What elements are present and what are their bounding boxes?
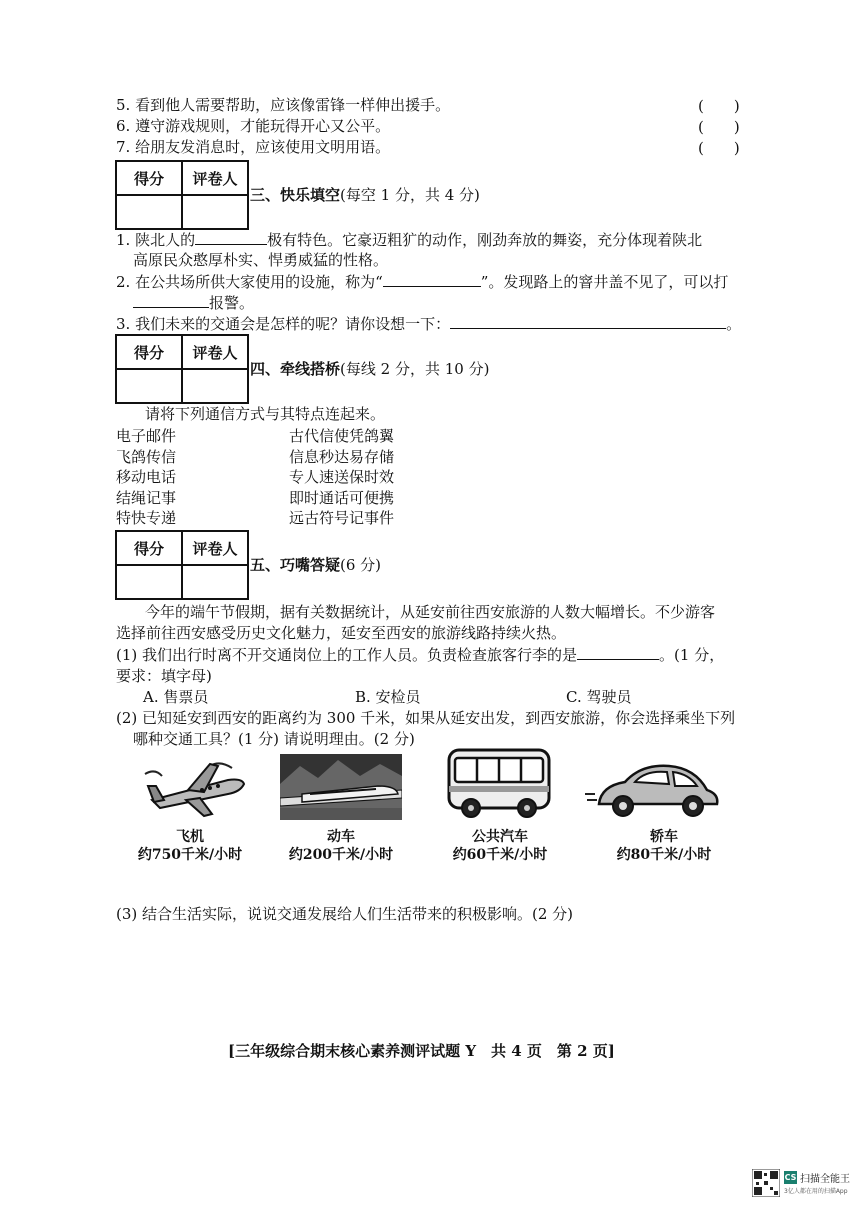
score-label: 得分: [116, 531, 182, 565]
match-left-item[interactable]: 结绳记事: [116, 488, 177, 507]
grader-cell[interactable]: [182, 195, 248, 229]
match-left-item[interactable]: 飞鸽传信: [116, 447, 177, 466]
airplane-icon: [140, 756, 250, 818]
qa-option-b[interactable]: B. 安检员: [355, 688, 421, 706]
match-left-item[interactable]: 移动电话: [116, 468, 177, 486]
fill-q3-blank[interactable]: [450, 314, 726, 329]
match-instruction: 请将下列通信方式与其特点连起来。: [145, 405, 386, 423]
score-cell[interactable]: [116, 369, 182, 403]
scanner-app-slogan: 3亿人都在用的扫描App: [784, 1188, 848, 1195]
bullet-train-icon: [280, 754, 402, 820]
score-box-5: [115, 530, 249, 600]
judgment-6-paren[interactable]: ( ): [698, 118, 740, 136]
fill-q2-blank-b[interactable]: [133, 293, 209, 308]
grader-label: 评卷人: [182, 335, 248, 369]
qr-code-icon: [752, 1169, 780, 1197]
fill-q2-blank-a[interactable]: [383, 272, 481, 287]
match-right-item[interactable]: 信息秒达易存储: [289, 447, 395, 466]
qa-q1-requirement: 要求：填字母): [116, 667, 212, 685]
page-footer: [三年级综合期末核心素养测评试题 Y 共 4 页 第 2 页]: [228, 1042, 615, 1060]
match-right-item[interactable]: 专人速送保时效: [289, 468, 395, 486]
judgment-7: 7. 给朋友发消息时，应该使用文明用语。: [116, 138, 391, 156]
qa-intro-2: 选择前往西安感受历史文化魅力，延安至西安的旅游线路持续火热。: [116, 624, 567, 642]
qa-q1-blank[interactable]: [577, 645, 659, 660]
vehicle-car[interactable]: 轿车 约80千米/小时: [616, 829, 712, 863]
match-right-item[interactable]: 即时通话可便携: [289, 488, 395, 507]
judgment-7-paren[interactable]: ( ): [698, 139, 740, 157]
section-5-title: 五、巧嘴答疑(6 分): [250, 556, 382, 574]
score-label: 得分: [116, 161, 182, 195]
grader-cell[interactable]: [182, 565, 248, 599]
fill-q3: 3. 我们未来的交通会是怎样的呢？请你设想一下： 。: [116, 315, 742, 333]
qa-option-a[interactable]: A. 售票员: [143, 688, 209, 706]
qa-q2: (2) 已知延安到西安的距离约为 300 千米，如果从延安出发，到西安旅游，你会选择乘坐下列: [116, 709, 736, 727]
section-4-title: 四、牵线搭桥(每线 2 分，共 10 分): [250, 360, 490, 378]
qa-q1: (1) 我们出行时离不开交通岗位上的工作人员。负责检查旅客行李的是 。(1 分，: [116, 646, 725, 664]
fill-q1: 1. 陕北人的 极有特色。它豪迈粗犷的动作，刚劲奔放的舞姿，充分体现着陕北: [116, 231, 703, 249]
fill-q1-cont: 高原民众憨厚朴实、悍勇威猛的性格。: [133, 251, 389, 269]
car-icon: [585, 760, 723, 820]
scanner-app-name: 扫描全能王: [800, 1174, 850, 1185]
fill-q1-blank[interactable]: [195, 230, 267, 245]
cs-logo-badge: CS: [784, 1173, 797, 1182]
match-right-column: [289, 426, 394, 529]
score-box-4: [115, 334, 249, 404]
grader-cell[interactable]: [182, 369, 248, 403]
match-left-item[interactable]: 电子邮件: [116, 427, 177, 445]
qa-option-c[interactable]: C. 驾驶员: [566, 688, 632, 706]
scanner-watermark: [752, 1169, 850, 1199]
fill-q2-cont: 报警。: [133, 293, 254, 313]
judgment-5: 5. 看到他人需要帮助，应该像雷锋一样伸出援手。: [116, 96, 451, 114]
bus-icon: [445, 746, 553, 820]
judgment-6: 6. 遵守游戏规则，才能玩得开心又公平。: [116, 117, 391, 135]
match-left-column: [116, 426, 176, 529]
match-right-item[interactable]: 古代信使凭鸽翼: [289, 427, 395, 445]
match-left-item[interactable]: 特快专递: [116, 509, 177, 527]
section-3-title: 三、快乐填空(每空 1 分，共 4 分): [250, 186, 480, 204]
vehicle-bus[interactable]: 公共汽车 约60千米/小时: [452, 829, 548, 863]
score-cell[interactable]: [116, 195, 182, 229]
qa-intro-1: 今年的端午节假期，据有关数据统计，从延安前往西安旅游的人数大幅增长。不少游客: [145, 603, 716, 621]
match-right-item[interactable]: 远古符号记事件: [289, 509, 395, 527]
grader-label: 评卷人: [182, 531, 248, 565]
score-label: 得分: [116, 335, 182, 369]
grader-label: 评卷人: [182, 161, 248, 195]
judgment-5-paren[interactable]: ( ): [698, 97, 740, 115]
vehicle-bullet-train[interactable]: 动车 约200千米/小时: [288, 829, 394, 863]
qa-q2-cont: 哪种交通工具？(1 分) 请说明理由。(2 分): [133, 730, 415, 748]
score-box-3: [115, 160, 249, 230]
vehicle-airplane[interactable]: 飞机 约750千米/小时: [137, 829, 243, 863]
qa-q3: (3) 结合生活实际，说说交通发展给人们生活带来的积极影响。(2 分): [116, 905, 574, 923]
score-cell[interactable]: [116, 565, 182, 599]
fill-q2: 2. 在公共场所供大家使用的设施，称为“ ”。发现路上的窨井盖不见了，可以打: [116, 273, 729, 291]
